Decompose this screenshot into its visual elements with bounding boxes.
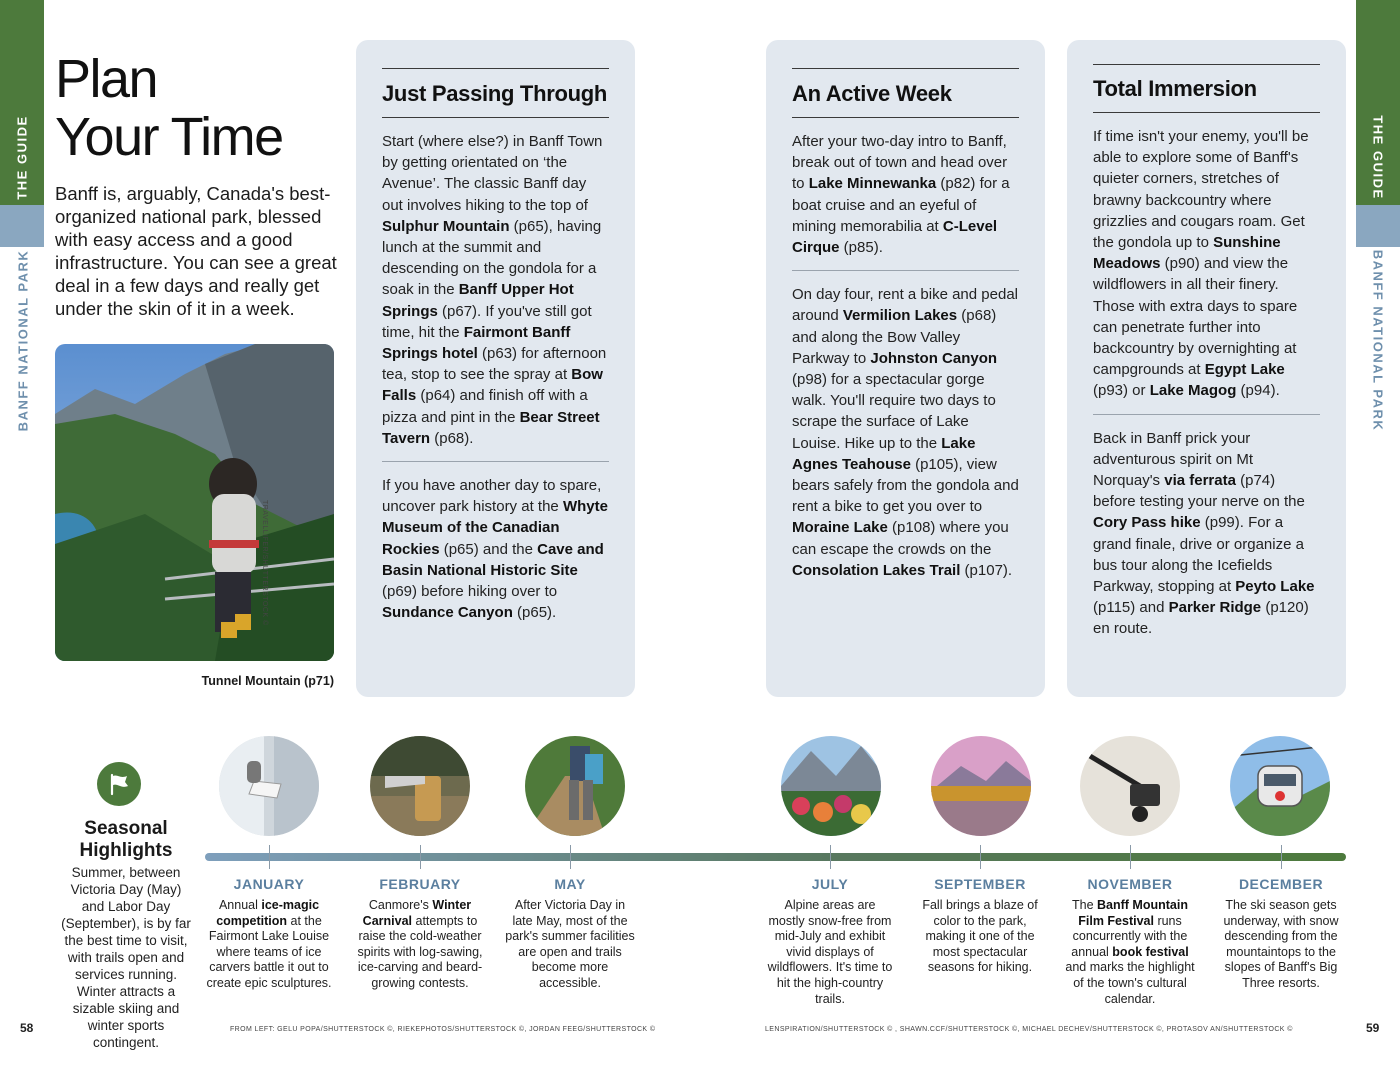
- month-name: MAY: [554, 876, 586, 892]
- card-paragraph: Start (where else?) in Banff Town by getting orientated on ‘the Avenue’. The classic Banff day out involves hiking to the top of Sulphur Mountain (p65), having lunch at the summit and descending on the gondola for a soak in the Banff Upper Hot Springs (p67). If you've still got time, hit the Fairmont Banff Springs hotel (p63) for afternoon tea, stop to see the spray at Bow Falls (p64) and finish off with a pizza and pint in the Bear Street Tavern (p68).: [382, 133, 607, 447]
- timeline-tick: [1130, 845, 1131, 869]
- highlight-text: Sulphur Mountain: [382, 217, 510, 235]
- highlight-text: Consolation Lakes Trail: [792, 561, 961, 579]
- month-january: [204, 876, 334, 992]
- month-photo-may: [525, 736, 625, 836]
- card-just-passing-through: [356, 40, 635, 697]
- card-total-immersion: [1067, 40, 1346, 697]
- page-number-right: 59: [1366, 1021, 1380, 1035]
- card-paragraph: If time isn't your enemy, you'll be able to explore some of Banff's quieter corners, stretches of brawny backcountry where grizzlies and cougars roam. Get the gondola up to Sunshine Meadows (p90) and view the wildflowers in all their finery. Those with extra days to spare can penetrate further into backcountry by overnighting at campgrounds at Egypt Lake (p93) or Lake Magog (p94).: [1093, 128, 1309, 400]
- month-december: [1216, 876, 1346, 992]
- footer-credits-right: LENSPIRATION/SHUTTERSTOCK © , SHAWN.CCF/SHUTTERSTOCK ©, MICHAEL DECHEV/SHUTTERSTOCK ©, PROTASOV AN/SHUTTERSTOCK ©: [765, 1026, 1293, 1033]
- highlight-text: Winter Carnival: [362, 898, 472, 928]
- highlight-text: Banff Upper Hot Springs: [382, 281, 574, 320]
- highlight-text: book festival: [1112, 944, 1189, 959]
- month-photo-september: [931, 736, 1031, 836]
- month-description: Canmore's Winter Carnival attempts to raise the cold-weather spirits with log-sawing, ice-carving and beard-growing contests.: [357, 898, 483, 990]
- month-name: DECEMBER: [1238, 876, 1324, 892]
- highlight-text: Whyte Museum of the Canadian Rockies: [382, 498, 608, 558]
- month-description: Annual ice-magic competition at the Fairmont Lake Louise where teams of ice carvers battle it out to create epic sculptures.: [206, 898, 332, 990]
- month-name: SEPTEMBER: [934, 876, 1026, 892]
- month-photo-january: [219, 736, 319, 836]
- month-photo-february: [370, 736, 470, 836]
- highlight-text: Egypt Lake: [1204, 361, 1285, 379]
- card-paragraph: Back in Banff prick your adventurous spirit on Mt Norquay's via ferrata (p74) before testing your nerve on the Cory Pass hike (p99). For a grand finale, drive or organize a bus tour along the Icefields Parkway, stopping at Peyto Lake (p115) and Parker Ridge (p120) en route.: [1093, 429, 1315, 638]
- highlight-text: Moraine Lake: [792, 519, 888, 537]
- highlight-text: C-Level Cirque: [792, 217, 998, 257]
- card-paragraph: On day four, rent a bike and pedal around Vermilion Lakes (p68) and along the Bow Valley Parkway to Johnston Canyon (p98) for a spectacular gorge walk. You'll require two days to scrape the surface of Lake Louise. Hike up to the Lake Agnes Teahouse (p105), view bears safely from the gondola and rent a bike to get you over to Moraine Lake (p108) where you can escape the crowds on the Consolation Lakes Trail (p107).: [792, 286, 1019, 579]
- page-title: [55, 50, 283, 166]
- photo-caption: Tunnel Mountain (p71): [201, 674, 334, 688]
- right-tab-park-label: BANFF NATIONAL PARK: [1370, 249, 1386, 432]
- highlight-text: Lake Agnes Teahouse: [792, 434, 976, 473]
- timeline-tick: [830, 845, 831, 869]
- timeline-tick: [420, 845, 421, 869]
- right-tab-guide: [1356, 0, 1400, 205]
- tunnel-mountain-photo: [55, 344, 334, 661]
- highlight-text: Johnston Canyon: [870, 349, 998, 367]
- highlight-text: Sundance Canyon: [382, 604, 513, 622]
- highlight-text: Cave and Basin National Historic Site: [382, 540, 604, 579]
- month-february: [355, 876, 485, 992]
- month-name: NOVEMBER: [1087, 876, 1173, 892]
- month-photo-july: [781, 736, 881, 836]
- month-description: Alpine areas are mostly snow-free from mid-July and exhibit vivid displays of wildflowers. It's time to hit the high-country trails.: [767, 898, 893, 1006]
- month-description: After Victoria Day in late May, most of the park's summer facilities are open and trails become more accessible.: [505, 898, 635, 990]
- card-an-active-week: [766, 40, 1045, 697]
- highlight-text: Lake Minnewanka: [808, 175, 937, 193]
- month-description: Fall brings a blaze of color to the park, making it one of the most spectacular seasons for hiking.: [922, 898, 1038, 975]
- card-title: An Active Week: [792, 69, 1019, 118]
- card-title: Total Immersion: [1093, 65, 1320, 113]
- timeline-tick: [1281, 845, 1282, 869]
- month-name: FEBRUARY: [379, 876, 461, 892]
- card-paragraph: After your two-day intro to Banff, break out of town and head over to Lake Minnewanka (p82) for a boat cruise and an eyeful of mining memorabilia at C-Level Cirque (p85).: [792, 133, 1010, 257]
- highlight-text: Sunshine Meadows: [1093, 234, 1281, 273]
- highlight-text: via ferrata: [1164, 472, 1236, 490]
- card-title: Just Passing Through: [382, 69, 609, 118]
- highlight-text: Peyto Lake: [1235, 578, 1315, 596]
- timeline-tick: [570, 845, 571, 869]
- month-photo-november: [1080, 736, 1180, 836]
- month-july: [765, 876, 895, 1007]
- month-description: The Banff Mountain Film Festival runs concurrently with the annual book festival and marks the highlight of the town's cultural calendar.: [1065, 898, 1195, 1006]
- flag-icon: [97, 762, 141, 806]
- month-name: JULY: [811, 876, 849, 892]
- card-paragraph: If you have another day to spare, uncover park history at the Whyte Museum of the Canadian Rockies (p65) and the Cave and Basin National Historic Site (p69) before hiking over to Sundance Canyon (p65).: [382, 477, 608, 622]
- seasonal-title: Seasonal Highlights: [79, 818, 173, 861]
- highlight-text: Bear Street Tavern: [382, 408, 600, 447]
- highlight-text: Parker Ridge: [1168, 599, 1262, 617]
- timeline-tick: [269, 845, 270, 869]
- month-photo-december: [1230, 736, 1330, 836]
- month-name: JANUARY: [233, 876, 305, 892]
- left-tab-park-label: BANFF NATIONAL PARK: [15, 249, 31, 432]
- highlight-text: ice-magic competition: [216, 898, 320, 928]
- right-tab-guide-label: THE GUIDE: [1370, 115, 1386, 200]
- month-description: The ski season gets underway, with snow descending from the mountaintops to the slopes of Banff's Big Three resorts.: [1223, 898, 1339, 990]
- intro-text: Banff is, arguably, Canada's best-organized national park, blessed with easy access and a good infrastructure. You can see a great deal in a few days and really get under the skin of it in a week.: [55, 183, 337, 319]
- highlight-text: Banff Mountain Film Festival: [1078, 898, 1188, 928]
- month-september: [915, 876, 1045, 976]
- month-may: [505, 876, 635, 992]
- title-line-1: Plan: [55, 49, 158, 109]
- seasonal-text: Summer, between Victoria Day (May) and Labor Day (September), is by far the best time to visit, with trails open and services running. Winter attracts a sizable skiing and winter sports contingent.: [61, 865, 191, 1050]
- footer-credits-left: FROM LEFT: GELU POPA/SHUTTERSTOCK ©, RIEKEPHOTOS/SHUTTERSTOCK ©, JORDAN FEEG/SHUTTERSTOCK ©: [230, 1026, 656, 1033]
- timeline-tick: [980, 845, 981, 869]
- month-november: [1065, 876, 1195, 1007]
- highlight-text: Vermilion Lakes: [842, 307, 958, 325]
- left-tab-guide-label: THE GUIDE: [14, 115, 30, 200]
- highlight-text: Bow Falls: [382, 366, 603, 405]
- highlight-text: Fairmont Banff Springs hotel: [382, 323, 571, 363]
- page-number-left: 58: [20, 1021, 34, 1035]
- title-line-2: Your Time: [55, 107, 283, 167]
- left-tab-guide: [0, 0, 44, 205]
- highlight-text: Cory Pass hike: [1093, 514, 1201, 532]
- timeline-bar: [205, 853, 1346, 861]
- highlight-text: Lake Magog: [1149, 382, 1237, 400]
- photo-credit: TRAVELLIFER/SHUTTERSTOCK ©: [261, 500, 268, 626]
